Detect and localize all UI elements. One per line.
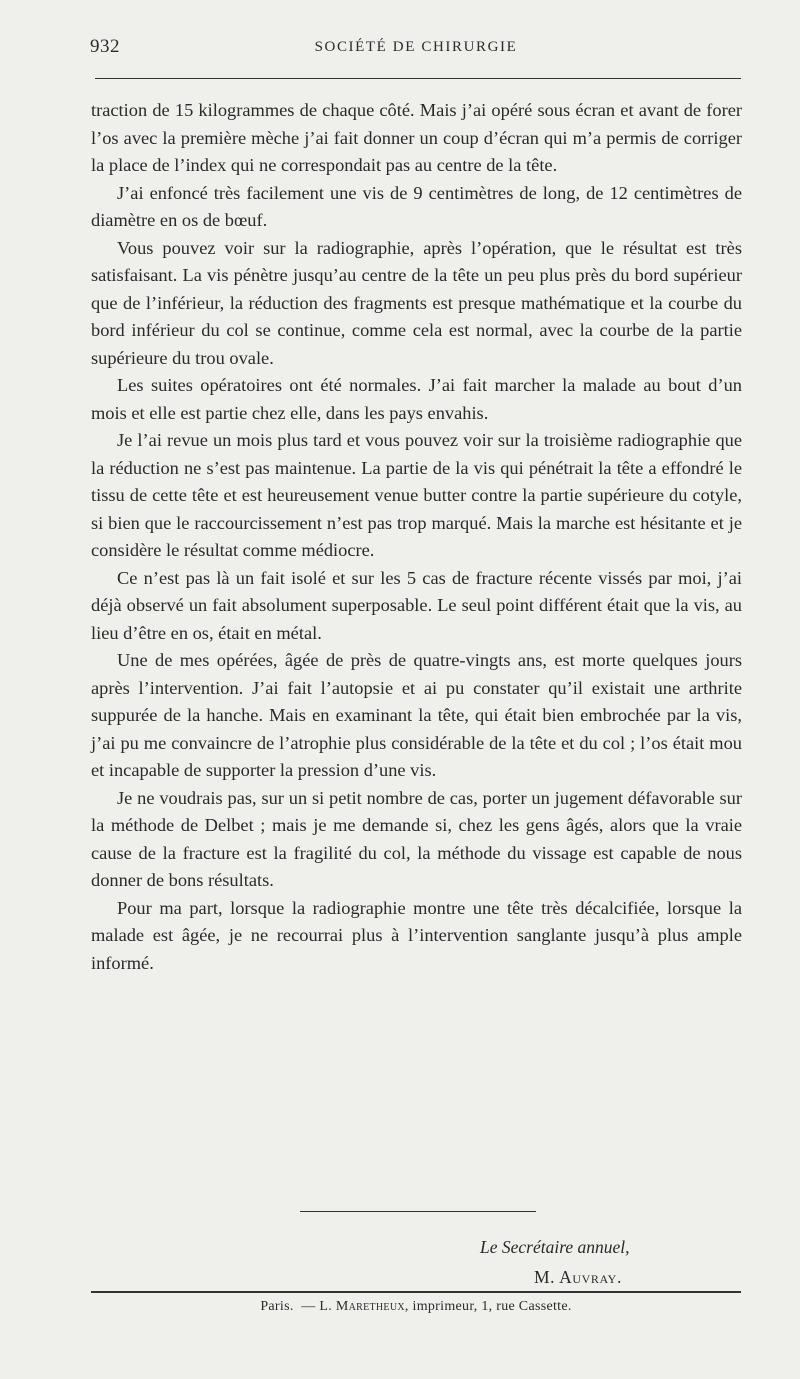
paragraph: Vous pouvez voir sur la radiographie, après l’opération, que le résultat est très satisfaisant. La vis pénètre jusqu’au centre de la tête un peu plus près du bord supérieur que de l’inférieur, la réduction des fragments est presque mathématique et la courbe du bord inférieur du col se continue, comme cela est normal, avec la courbe de la partie supérieure du trou ovale.: [91, 237, 742, 368]
signature-title: Le Secrétaire annuel,: [480, 1237, 630, 1257]
printer-rule: [91, 1291, 741, 1293]
running-head: SOCIÉTÉ DE CHIRURGIE: [314, 39, 518, 55]
signature-name: M. Auvray.: [534, 1267, 622, 1287]
paragraph: Les suites opératoires ont été normales. J’ai fait marcher la malade au bout d’un mois et elle est partie chez elle, dans les pays envahis.: [91, 375, 742, 423]
header-rule: [95, 78, 741, 79]
printer-city: Paris.: [260, 1299, 294, 1314]
printer-imprint: [91, 1299, 741, 1315]
paragraph: traction de 15 kilogrammes de chaque côté. Mais j’ai opéré sous écran et avant de forer l’os avec la première mèche j’ai fait donner un coup d’écran qui m’a permis de corriger la place de l’index qui ne correspondait pas au centre de la tête.: [91, 100, 742, 175]
page-number: 932: [90, 36, 120, 57]
paragraph: Pour ma part, lorsque la radiographie montre une tête très décalcifiée, lorsque la malade est âgée, je ne recourrai plus à l’intervention sanglante jusqu’à plus ample informé.: [91, 897, 742, 973]
page-header: [90, 36, 742, 66]
printer-name: Maretheux,: [335, 1299, 409, 1314]
printer-separator: —: [301, 1299, 316, 1314]
body-text: [91, 97, 742, 977]
paragraph: J’ai enfoncé très facilement une vis de 9 centimètres de long, de 12 centimètres de diamètre en os de bœuf.: [91, 182, 742, 230]
paragraph: Je l’ai revue un mois plus tard et vous pouvez voir sur la troisième radiographie que la réduction ne s’est pas maintenue. La partie de la vis qui pénétrait la tête a effondré le tissu de cette tête et est heureusement venue butter contre la partie supérieure du cotyle, si bien que le raccourcissement n’est pas trop marqué. Mais la marche est hésitante et je considère le résultat comme médiocre.: [91, 430, 742, 560]
signature-block: [440, 1232, 740, 1292]
printer-initial: L.: [319, 1299, 333, 1314]
paragraph: Une de mes opérées, âgée de près de quatre-vingts ans, est morte quelques jours après l’intervention. J’ai fait l’autopsie et ai pu constater qu’il existait une arthrite suppurée de la hanche. Mais en examinant la tête, qui était bien embrochée par la vis, j’ai pu me convaincre de l’atrophie plus considérable de la tête et du col ; l’os était mou et incapable de supporter la pression d’une vis.: [91, 650, 742, 780]
paragraph: Ce n’est pas là un fait isolé et sur les 5 cas de fracture récente vissés par moi, j’ai déjà observé un fait absolument superposable. Le seul point différent était que la vis, au lieu d’être en os, était en métal.: [91, 567, 742, 643]
section-rule: [300, 1211, 536, 1212]
paragraph: Je ne voudrais pas, sur un si petit nombre de cas, porter un jugement défavorable sur la méthode de Delbet ; mais je me demande si, chez les gens âgés, alors que la vraie cause de la fracture est la fragilité du col, la méthode du vissage est capable de nous donner de bons résultats.: [91, 787, 742, 890]
printer-address: imprimeur, 1, rue Cassette.: [412, 1299, 572, 1314]
